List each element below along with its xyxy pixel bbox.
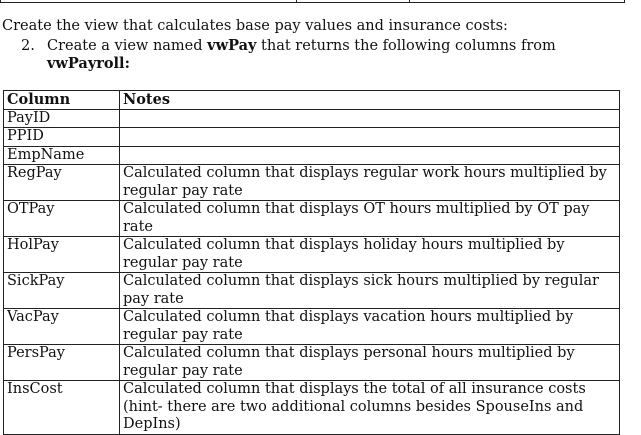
task-prefix: Create a view named [47, 38, 208, 54]
table-row [4, 146, 620, 165]
column-name: PersPay [4, 345, 120, 381]
top-table-border [0, 0, 625, 4]
table-row [4, 381, 620, 435]
column-name: OTPay [4, 201, 120, 237]
column-name: InsCost [4, 381, 120, 435]
column-name: PPID [4, 128, 120, 147]
table-row [4, 237, 620, 273]
intro-text: Create the view that calculates base pay values and insurance costs: [2, 18, 508, 34]
source-view-name: vwPayroll: [47, 55, 130, 72]
column-header: Column [4, 91, 120, 110]
table-header-row [4, 91, 620, 110]
column-name: RegPay [4, 165, 120, 201]
top-rule-tick [296, 0, 297, 3]
column-notes: Calculated column that displays sick hours multiplied by regular pay rate [120, 273, 620, 309]
top-rule-line [0, 2, 625, 3]
column-name: EmpName [4, 146, 120, 165]
column-notes: Calculated column that displays holiday hours multiplied by regular pay rate [120, 237, 620, 273]
task-middle: that returns the following columns from [256, 38, 556, 54]
top-rule-tick [0, 0, 1, 3]
column-notes: Calculated column that displays vacation hours multiplied by regular pay rate [120, 309, 620, 345]
table-row [4, 109, 620, 128]
task-line-1 [21, 37, 556, 55]
columns-table [3, 90, 620, 435]
table-row [4, 128, 620, 147]
table-row [4, 273, 620, 309]
notes-header: Notes [120, 91, 620, 110]
column-notes [120, 146, 620, 165]
column-name: SickPay [4, 273, 120, 309]
top-rule-tick [624, 0, 625, 3]
column-notes: Calculated column that displays regular work hours multiplied by regular pay rate [120, 165, 620, 201]
task-number: 2. [21, 38, 35, 54]
top-rule-tick [409, 0, 410, 3]
task-instruction [21, 37, 556, 73]
column-name: PayID [4, 109, 120, 128]
column-notes [120, 109, 620, 128]
column-notes: Calculated column that displays personal hours multiplied by regular pay rate [120, 345, 620, 381]
table-row [4, 165, 620, 201]
column-notes: Calculated column that displays the total of all insurance costs (hint- there are two additional columns besides SpouseIns and DepIns) [120, 381, 620, 435]
column-notes [120, 128, 620, 147]
column-name: HolPay [4, 237, 120, 273]
column-name: VacPay [4, 309, 120, 345]
table-row [4, 345, 620, 381]
table-row [4, 201, 620, 237]
table-row [4, 309, 620, 345]
view-name: vwPay [207, 37, 257, 54]
column-notes: Calculated column that displays OT hours multiplied by OT pay rate [120, 201, 620, 237]
